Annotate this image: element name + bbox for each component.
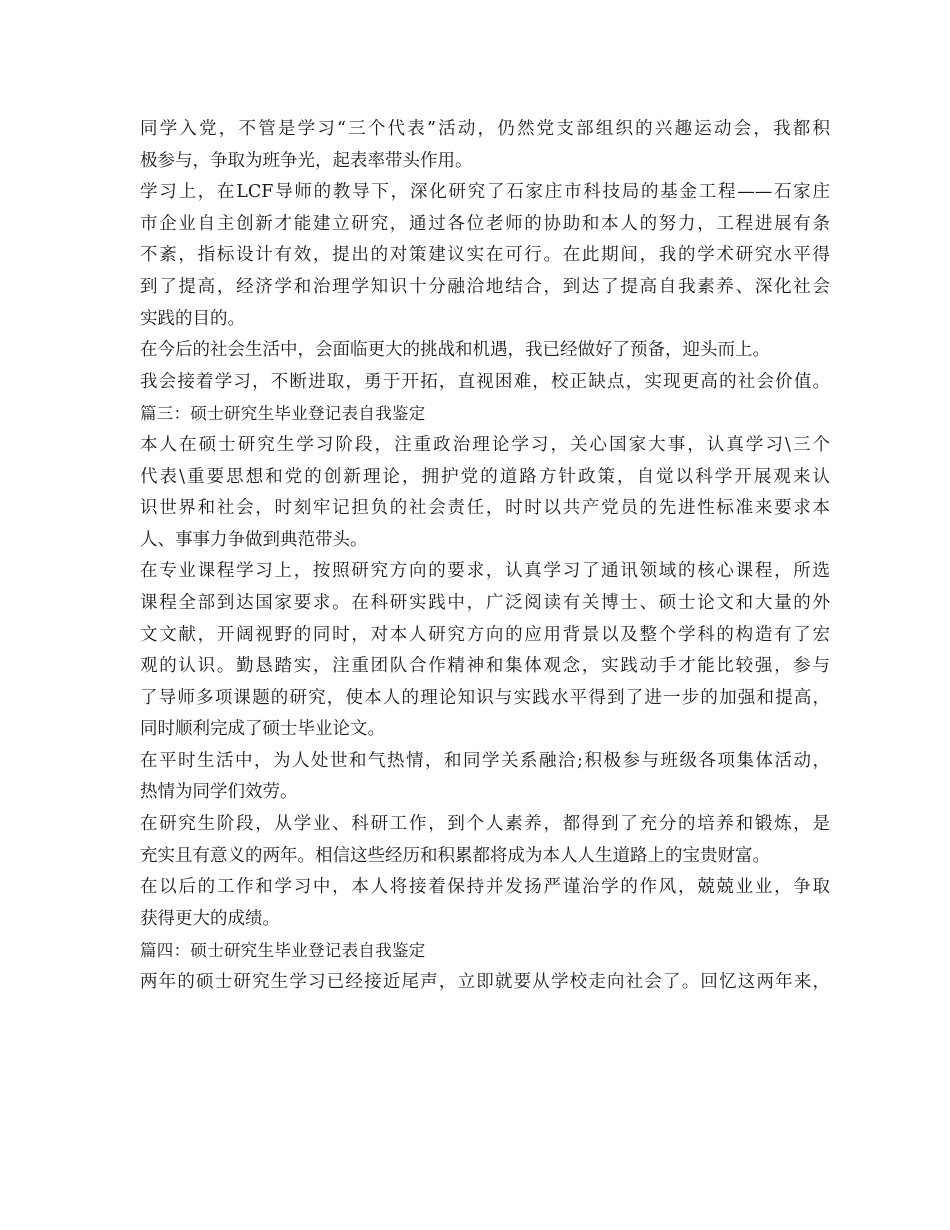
text-line: 人、事事力争做到典范带头。 [140,529,368,550]
text-line: 同学入党，不管是学习“三个代表”活动，仍然党支部组织的兴趣运动会，我都积 [140,119,830,139]
section-heading: 篇四：硕士研究生毕业登记表自我鉴定 [140,941,426,961]
text-line: 不紊，指标设计有效，提出的对策建议实在可行。在此期间，我的学术研究水平得 [140,245,830,266]
text-line: 课程全部到达国家要求。在科研实践中，广泛阅读有关博士、硕士论文和大量的外 [140,592,830,613]
text-line: 到了提高，经济学和治理学知识十分融洽地结合，到达了提高自我素养、深化社会 [140,276,830,297]
text-line: 两年的硕士研究生学习已经接近尾声，立即就要从学校走向社会了。回忆这两年来， [140,972,830,993]
text-line: 充实且有意义的两年。相信这些经历和积累都将成为本人人生道路上的宝贵财富。 [140,845,770,866]
text-line: 极参与，争取为班争光，起表率带头作用。 [140,150,473,171]
text-line: 获得更大的成绩。 [140,908,280,929]
text-line: 实践的目的。 [140,308,245,329]
document-body [140,114,830,999]
text-line: 了导师多项课题的研究，使本人的理论知识与实践水平得到了进一步的加强和提高， [140,687,830,708]
text-line: 热情为同学们效劳。 [140,782,298,803]
text-line: 市企业自主创新才能建立研究，通过各位老师的协助和本人的努力，工程进展有条 [140,213,830,234]
text-line: 在今后的社会生活中，会面临更大的挑战和机遇，我已经做好了预备，迎头而上。 [140,340,770,361]
text-line: 在平时生活中，为人处世和气热情，和同学关系融洽;积极参与班级各项集体活动， [140,750,830,771]
text-line: 同时顺利完成了硕士毕业论文。 [140,719,385,740]
text-line: 文文献，开阔视野的同时，对本人研究方向的应用背景以及整个学科的构造有了宏 [140,624,830,645]
text-line: 在专业课程学习上，按照研究方向的要求，认真学习了通讯领域的核心课程，所选 [140,561,830,582]
text-line: 识世界和社会，时刻牢记担负的社会责任，时时以共产党员的先进性标准来要求本 [140,498,830,519]
text-line: 在研究生阶段，从学业、科研工作，到个人素养，都得到了充分的培养和锻炼，是 [140,814,830,835]
text-line: 本人在硕士研究生学习阶段，注重政治理论学习，关心国家大事，认真学习\三个 [140,434,830,455]
section-heading: 篇三：硕士研究生毕业登记表自我鉴定 [140,404,426,424]
text-line: 我会接着学习，不断进取，勇于开拓，直视困难，校正缺点，实现更高的社会价值。 [140,371,830,392]
text-line: 代表\重要思想和党的创新理论，拥护党的道路方针政策，自觉以科学开展观来认 [140,466,830,487]
text-line: 在以后的工作和学习中，本人将接着保持并发扬严谨治学的作风，兢兢业业，争取 [140,877,830,898]
text-line: 学习上，在LCF导师的教导下，深化研究了石家庄市科技局的基金工程——石家庄 [140,182,830,203]
text-line: 观的认识。勤恳踏实，注重团队合作精神和集体观念，实践动手才能比较强，参与 [140,656,830,677]
